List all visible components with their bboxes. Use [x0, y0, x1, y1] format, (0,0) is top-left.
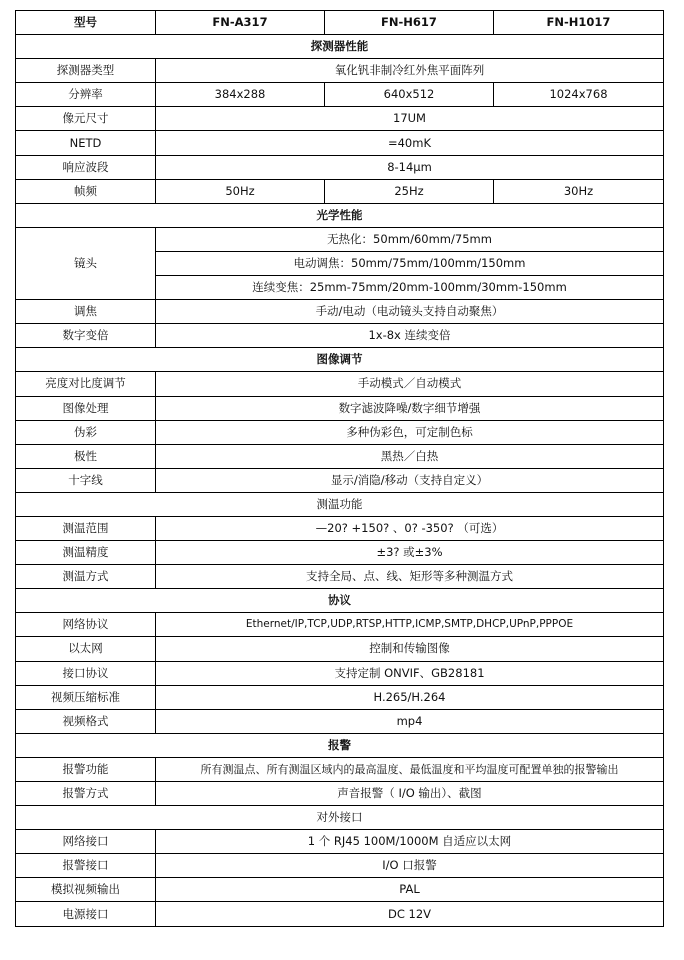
row-label: 测温方式 — [16, 565, 156, 589]
row-value: Ethernet/IP,TCP,UDP,RTSP,HTTP,ICMP,SMTP,DHCP,UPnP,PPPOE — [156, 613, 664, 637]
section-ports: 对外接口 — [16, 806, 664, 830]
table-row — [16, 878, 664, 902]
table-row — [16, 155, 664, 179]
model-a317: FN-A317 — [156, 11, 325, 35]
table-row — [16, 516, 664, 540]
row-label: 镜头 — [16, 227, 156, 299]
row-value: PAL — [156, 878, 664, 902]
row-value: 1024x768 — [494, 83, 664, 107]
row-label: 以太网 — [16, 637, 156, 661]
row-label: 探测器类型 — [16, 59, 156, 83]
row-value: 640x512 — [325, 83, 494, 107]
row-value: 数字滤波降噪/数字细节增强 — [156, 396, 664, 420]
section-detector: 探测器性能 — [16, 35, 664, 59]
row-label: 网络协议 — [16, 613, 156, 637]
row-label: 十字线 — [16, 468, 156, 492]
table-row — [16, 227, 664, 251]
row-label: 报警接口 — [16, 854, 156, 878]
table-row — [16, 444, 664, 468]
row-label: 视频格式 — [16, 709, 156, 733]
row-value: =40mK — [156, 131, 664, 155]
table-row — [16, 541, 664, 565]
row-value: 384x288 — [156, 83, 325, 107]
row-value: ±3? 或±3% — [156, 541, 664, 565]
row-value: 支持全局、点、线、矩形等多种测温方式 — [156, 565, 664, 589]
table-row — [16, 709, 664, 733]
section-row — [16, 492, 664, 516]
lens-option: 电动调焦：50mm/75mm/100mm/150mm — [156, 251, 664, 275]
table-row — [16, 613, 664, 637]
table-row — [16, 902, 664, 926]
table-row — [16, 396, 664, 420]
row-label: 模拟视频输出 — [16, 878, 156, 902]
section-row — [16, 589, 664, 613]
row-label: 亮度对比度调节 — [16, 372, 156, 396]
row-label: 图像处理 — [16, 396, 156, 420]
lens-option: 连续变焦：25mm-75mm/20mm-100mm/30mm-150mm — [156, 276, 664, 300]
row-value: 声音报警（ I/O 输出）、截图 — [156, 782, 664, 806]
row-label: 极性 — [16, 444, 156, 468]
row-value: mp4 — [156, 709, 664, 733]
row-value: 1 个 RJ45 100M/1000M 自适应以太网 — [156, 830, 664, 854]
table-row — [16, 59, 664, 83]
table-row — [16, 324, 664, 348]
table-row — [16, 420, 664, 444]
row-label: 测温范围 — [16, 516, 156, 540]
row-value: 8-14μm — [156, 155, 664, 179]
row-value: 支持定制 ONVIF、GB28181 — [156, 661, 664, 685]
section-row — [16, 806, 664, 830]
section-row — [16, 733, 664, 757]
row-label: 报警功能 — [16, 757, 156, 781]
table-row — [16, 468, 664, 492]
section-row — [16, 348, 664, 372]
row-label: 测温精度 — [16, 541, 156, 565]
row-label: 报警方式 — [16, 782, 156, 806]
table-row — [16, 830, 664, 854]
header-row — [16, 11, 664, 35]
table-row — [16, 854, 664, 878]
table-row — [16, 757, 664, 781]
row-value: 显示/消隐/移动（支持自定义） — [156, 468, 664, 492]
row-value: —20? +150? 、0? -350? （可选） — [156, 516, 664, 540]
section-optics: 光学性能 — [16, 203, 664, 227]
row-value: 氧化钒非制冷红外焦平面阵列 — [156, 59, 664, 83]
model-label: 型号 — [16, 11, 156, 35]
section-protocol: 协议 — [16, 589, 664, 613]
row-label: 调焦 — [16, 300, 156, 324]
table-row — [16, 107, 664, 131]
row-label: 分辨率 — [16, 83, 156, 107]
row-value: H.265/H.264 — [156, 685, 664, 709]
model-h1017: FN-H1017 — [494, 11, 664, 35]
table-row — [16, 565, 664, 589]
row-value: 1x-8x 连续变倍 — [156, 324, 664, 348]
table-row — [16, 83, 664, 107]
spec-table — [15, 10, 664, 927]
table-row — [16, 685, 664, 709]
model-h617: FN-H617 — [325, 11, 494, 35]
section-row — [16, 203, 664, 227]
row-label: 数字变倍 — [16, 324, 156, 348]
row-value: 25Hz — [325, 179, 494, 203]
row-label: 帧频 — [16, 179, 156, 203]
section-row — [16, 35, 664, 59]
table-row — [16, 782, 664, 806]
row-label: 电源接口 — [16, 902, 156, 926]
table-row — [16, 661, 664, 685]
section-temp: 测温功能 — [16, 492, 664, 516]
lens-option: 无热化：50mm/60mm/75mm — [156, 227, 664, 251]
table-row — [16, 131, 664, 155]
row-label: NETD — [16, 131, 156, 155]
row-value: 17UM — [156, 107, 664, 131]
row-value: 手动/电动（电动镜头支持自动聚焦） — [156, 300, 664, 324]
row-value: 50Hz — [156, 179, 325, 203]
row-value: 30Hz — [494, 179, 664, 203]
row-value: 控制和传输图像 — [156, 637, 664, 661]
table-row — [16, 372, 664, 396]
row-value: 所有测温点、所有测温区域内的最高温度、最低温度和平均温度可配置单独的报警输出 — [156, 757, 664, 781]
table-row — [16, 179, 664, 203]
row-value: I/O 口报警 — [156, 854, 664, 878]
row-value: DC 12V — [156, 902, 664, 926]
table-row — [16, 637, 664, 661]
table-row — [16, 300, 664, 324]
row-value: 黑热／白热 — [156, 444, 664, 468]
row-label: 视频压缩标准 — [16, 685, 156, 709]
section-image: 图像调节 — [16, 348, 664, 372]
row-label: 像元尺寸 — [16, 107, 156, 131]
row-label: 响应波段 — [16, 155, 156, 179]
row-value: 手动模式／自动模式 — [156, 372, 664, 396]
row-label: 接口协议 — [16, 661, 156, 685]
row-label: 网络接口 — [16, 830, 156, 854]
row-label: 伪彩 — [16, 420, 156, 444]
section-alarm: 报警 — [16, 733, 664, 757]
row-value: 多种伪彩色，可定制色标 — [156, 420, 664, 444]
